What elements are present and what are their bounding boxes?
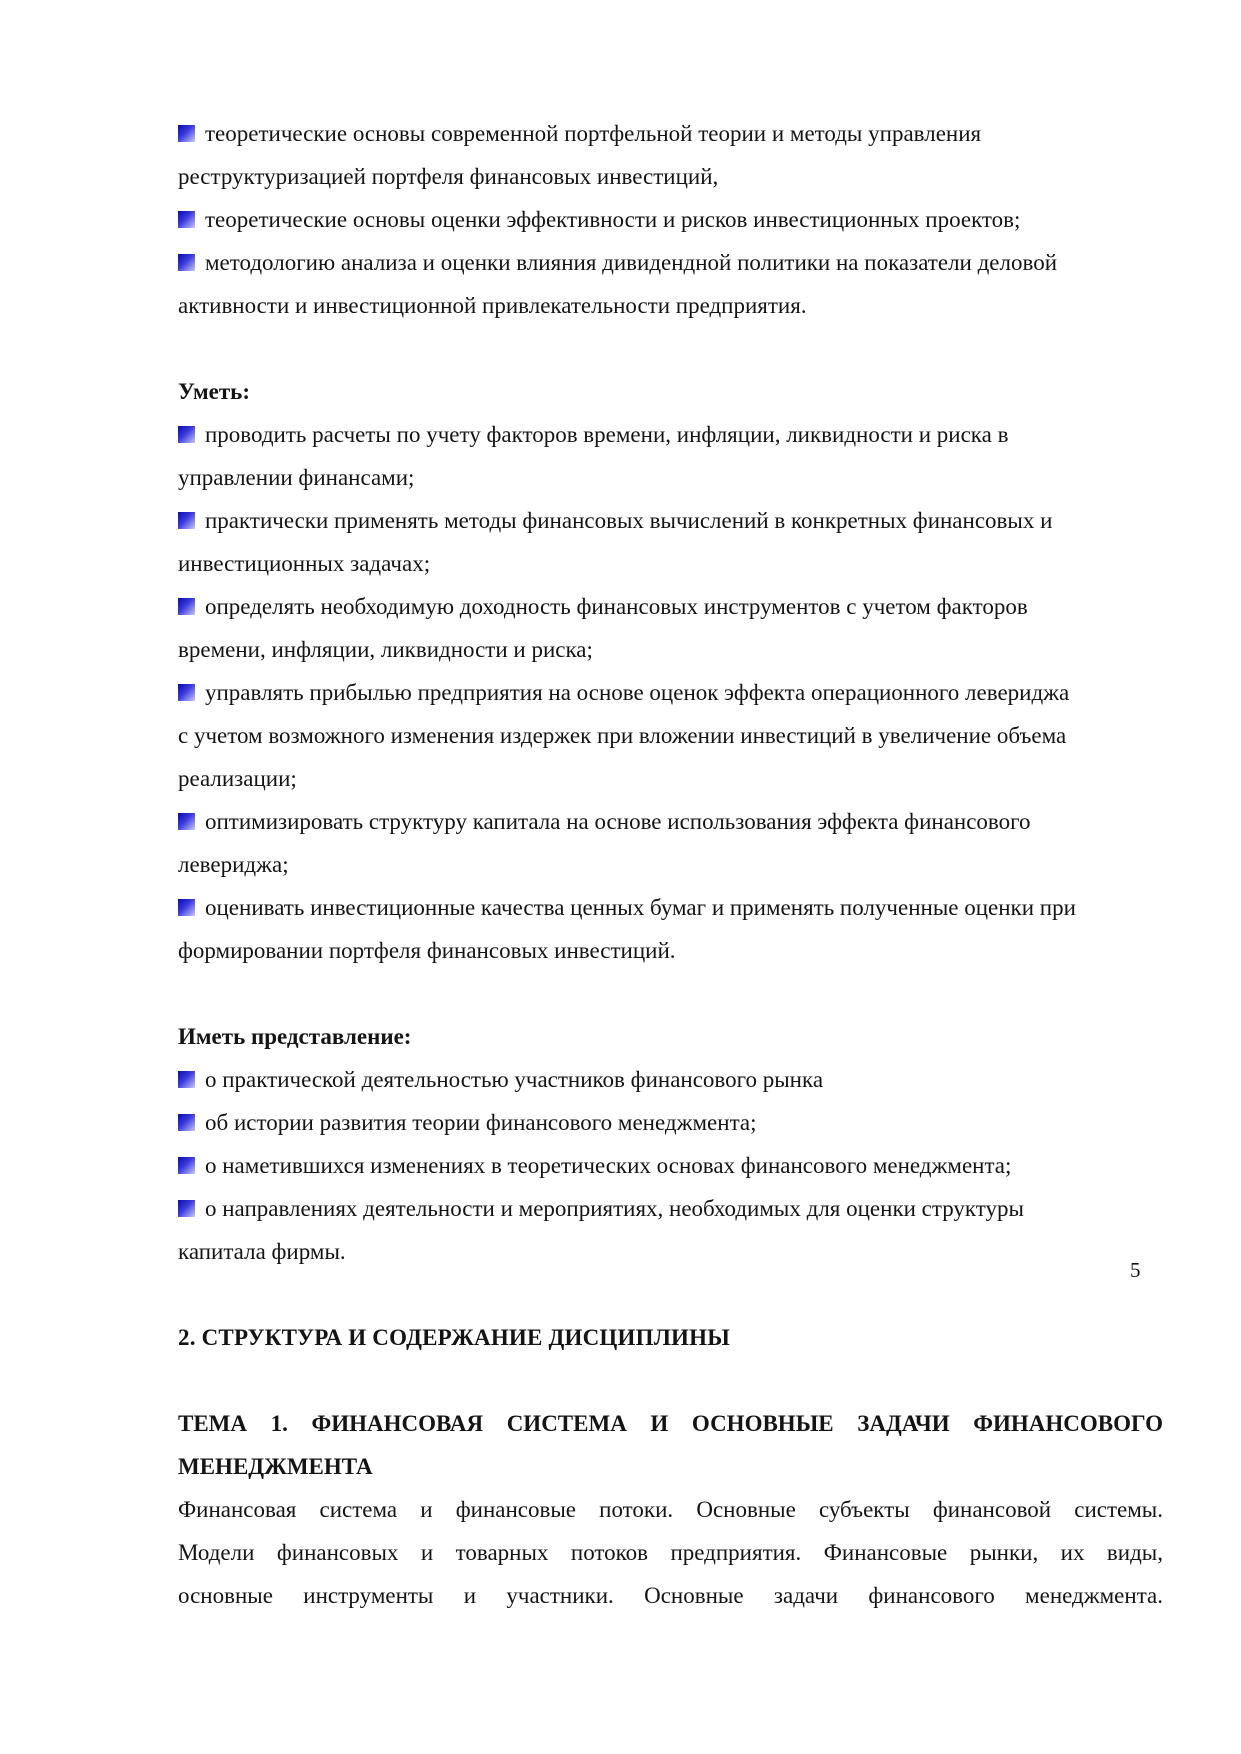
bullet-icon [178,1200,195,1217]
section-title: 2. СТРУКТУРА И СОДЕРЖАНИЕ ДИСЦИПЛИНЫ [178,1325,730,1350]
bullet-icon [178,684,195,701]
list-item-continuation: левериджа; [178,852,289,877]
awareness-heading: Иметь представление: [178,1024,412,1049]
list-item-continuation: инвестиционных задачах; [178,551,431,576]
list-item-continuation: времени, инфляции, ликвидности и риска; [178,637,593,662]
bullet-icon [178,899,195,916]
list-item: методологию анализа и оценки влияния дивидендной политики на показатели деловой [178,241,1163,284]
list-item: управлять прибылью предприятия на основе оценок эффекта операционного левериджа [178,671,1163,714]
list-item: о направлениях деятельности и мероприятиях, необходимых для оценки структуры [178,1187,1163,1230]
bullet-icon [178,1157,195,1174]
list-item-continuation: капитала фирмы. [178,1239,346,1264]
skills-heading: Уметь: [178,379,250,404]
topic-text-line: Модели финансовых и товарных потоков предприятия. Финансовые рынки, их виды, [178,1540,1163,1565]
bullet-icon [178,426,195,443]
page-number: 5 [1130,1258,1141,1282]
bullet-icon [178,211,195,228]
list-item-continuation: с учетом возможного изменения издержек при вложении инвестиций в увеличение объема [178,723,1067,748]
list-item: теоретические основы современной портфельной теории и методы управления [178,112,1163,155]
bullet-icon [178,1114,195,1131]
list-item: оптимизировать структуру капитала на основе использования эффекта финансового [178,800,1163,843]
document-page [178,112,1163,1617]
topic-text-line: Финансовая система и финансовые потоки. Основные субъекты финансовой системы. [178,1497,1163,1522]
list-item: о практической деятельностью участников финансового рынка [178,1058,1163,1101]
list-item: практически применять методы финансовых вычислений в конкретных финансовых и [178,499,1163,542]
topic-title: ТЕМА 1. ФИНАНСОВАЯ СИСТЕМА И ОСНОВНЫЕ ЗАДАЧИ ФИНАНСОВОГО [178,1411,1163,1436]
list-item: оценивать инвестиционные качества ценных бумаг и применять полученные оценки при [178,886,1163,929]
bullet-icon [178,598,195,615]
list-item-continuation: активности и инвестиционной привлекательности предприятия. [178,293,807,318]
topic-text-line: основные инструменты и участники. Основные задачи финансового менеджмента. [178,1583,1163,1608]
bullet-icon [178,813,195,830]
bullet-icon [178,125,195,142]
list-item: об истории развития теории финансового менеджмента; [178,1101,1163,1144]
bullet-icon [178,1071,195,1088]
list-item-continuation: управлении финансами; [178,465,415,490]
list-item: теоретические основы оценки эффективности и рисков инвестиционных проектов; [178,198,1163,241]
bullet-icon [178,512,195,529]
list-item-continuation: формировании портфеля финансовых инвестиций. [178,938,676,963]
list-item: проводить расчеты по учету факторов времени, инфляции, ликвидности и риска в [178,413,1163,456]
bullet-icon [178,254,195,271]
list-item: определять необходимую доходность финансовых инструментов с учетом факторов [178,585,1163,628]
topic-title-continuation: МЕНЕДЖМЕНТА [178,1454,373,1479]
list-item-continuation: реструктуризацией портфеля финансовых инвестиций, [178,164,719,189]
list-item-continuation: реализации; [178,766,297,791]
list-item: о наметившихся изменениях в теоретических основах финансового менеджмента; [178,1144,1163,1187]
